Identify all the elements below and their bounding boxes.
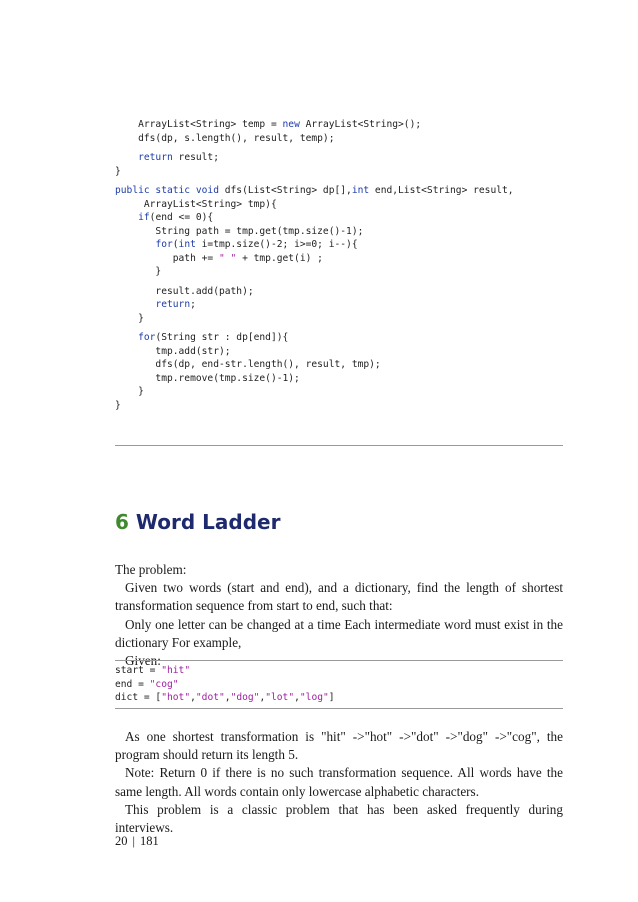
code-token: ( (172, 239, 179, 250)
total-pages: 181 (140, 834, 159, 848)
code-token: } (115, 386, 144, 397)
code-token: end,List<String> result, (369, 185, 514, 196)
code-line (115, 238, 563, 252)
code-token (115, 239, 155, 250)
code-line (115, 678, 563, 692)
code-line (115, 345, 563, 359)
code-line (115, 285, 563, 299)
code-token: String path = tmp.get(tmp.size()-1); (115, 225, 364, 237)
section-number: 6 (115, 510, 129, 534)
paragraph: This problem is a classic problem that has been asked frequently during interviews. (115, 801, 563, 836)
code-token: end = (115, 678, 150, 690)
problem-description (115, 561, 563, 670)
code-string: "cog" (149, 678, 179, 690)
code-token: } (115, 165, 121, 177)
code-line (115, 165, 563, 179)
section-heading (115, 510, 280, 534)
paragraph: As one shortest transformation is "hit" ->"hot" ->"dot" ->"dog" ->"cog", the program should return its length 5. (115, 729, 563, 763)
code-token (115, 299, 155, 310)
code-token: dfs(dp, s.length(), result, temp); (115, 132, 335, 144)
code-token: + tmp.get(i) ; (236, 252, 323, 264)
footer-separator: | (132, 834, 136, 848)
paragraph: Given two words (start and end), and a dictionary, find the length of shortest transformation sequence from start to end, such that: (115, 580, 563, 614)
code-bottom-rule (115, 445, 563, 446)
code-line (115, 691, 563, 705)
code-token: tmp.add(str); (115, 345, 231, 357)
problem-notes (115, 728, 563, 837)
code-line (115, 298, 563, 312)
code-line (115, 331, 563, 345)
code-token: } (115, 312, 144, 324)
code-line (115, 664, 563, 678)
code-token (115, 152, 138, 163)
code-token: ArrayList<String> temp = (115, 119, 283, 130)
code-token: ] (328, 692, 335, 703)
code-token: dfs(dp, end-str.length(), result, tmp); (115, 359, 381, 370)
code-token: ; (190, 299, 196, 310)
code-block-example (115, 664, 563, 705)
code-line (115, 252, 563, 266)
code-string: " " (218, 252, 237, 264)
code-keyword: return (155, 299, 191, 310)
code-keyword: int (351, 185, 370, 196)
code-token: , (294, 692, 300, 703)
code-keyword: if (138, 212, 150, 223)
code-token (115, 332, 138, 343)
code-token: dfs(List<String> dp[], (218, 185, 352, 196)
code-token: i=tmp.size()-2; i>=0; i--){ (195, 239, 358, 250)
code-line (115, 385, 563, 399)
code-token: tmp.remove(tmp.size()-1); (115, 372, 300, 384)
code-keyword: int (178, 239, 196, 250)
code-token: , (190, 692, 196, 703)
paragraph: Only one letter can be changed at a time Each intermediate word must exist in the dictionary For example, (115, 616, 563, 650)
code-token: ArrayList<String> tmp){ (115, 198, 277, 210)
code-token: start = (115, 665, 162, 676)
code-token: , (259, 692, 266, 703)
code-line (115, 151, 563, 165)
code-line (115, 211, 563, 225)
example-top-rule (115, 660, 563, 661)
code-line (115, 225, 563, 239)
code-keyword: public static void (115, 185, 219, 196)
code-token: } (115, 399, 121, 411)
code-line (115, 118, 563, 132)
code-token: ArrayList<String>(); (299, 119, 422, 130)
code-line (115, 132, 563, 146)
paragraph: The problem: (115, 562, 187, 577)
code-line (115, 184, 563, 198)
code-line (115, 372, 563, 386)
code-string: "hit" (161, 665, 191, 676)
code-token (115, 212, 138, 223)
code-string: "dog" (230, 692, 260, 703)
code-string: "log" (299, 692, 329, 703)
code-token: result; (172, 152, 219, 163)
code-line (115, 198, 563, 212)
code-line (115, 399, 563, 413)
code-token: path += (115, 252, 219, 264)
page-number: 20 (115, 834, 128, 848)
section-title: Word Ladder (135, 510, 281, 534)
paragraph: Given: (125, 653, 161, 669)
code-token: result.add(path); (115, 285, 254, 297)
code-keyword: for (155, 239, 173, 250)
code-token: (end <= 0){ (149, 212, 214, 223)
code-line (115, 265, 563, 279)
code-token: } (115, 266, 162, 277)
paragraph: Note: Return 0 if there is no such transformation sequence. All words have the same length. All words contain only lowercase alphabetic characters. (115, 765, 563, 799)
code-string: "hot" (161, 692, 191, 703)
code-block-dfs (115, 118, 563, 412)
code-token: dict = [ (115, 692, 162, 703)
code-line (115, 358, 563, 372)
code-line (115, 312, 563, 326)
example-bottom-rule (115, 708, 563, 709)
code-string: "lot" (265, 692, 295, 703)
code-token: (String str : dp[end]){ (155, 332, 289, 343)
code-keyword: new (282, 119, 300, 130)
code-keyword: for (138, 332, 156, 343)
code-token: , (224, 692, 231, 703)
code-string: "dot" (195, 692, 225, 703)
code-keyword: return (138, 152, 173, 163)
page-footer (115, 834, 159, 849)
